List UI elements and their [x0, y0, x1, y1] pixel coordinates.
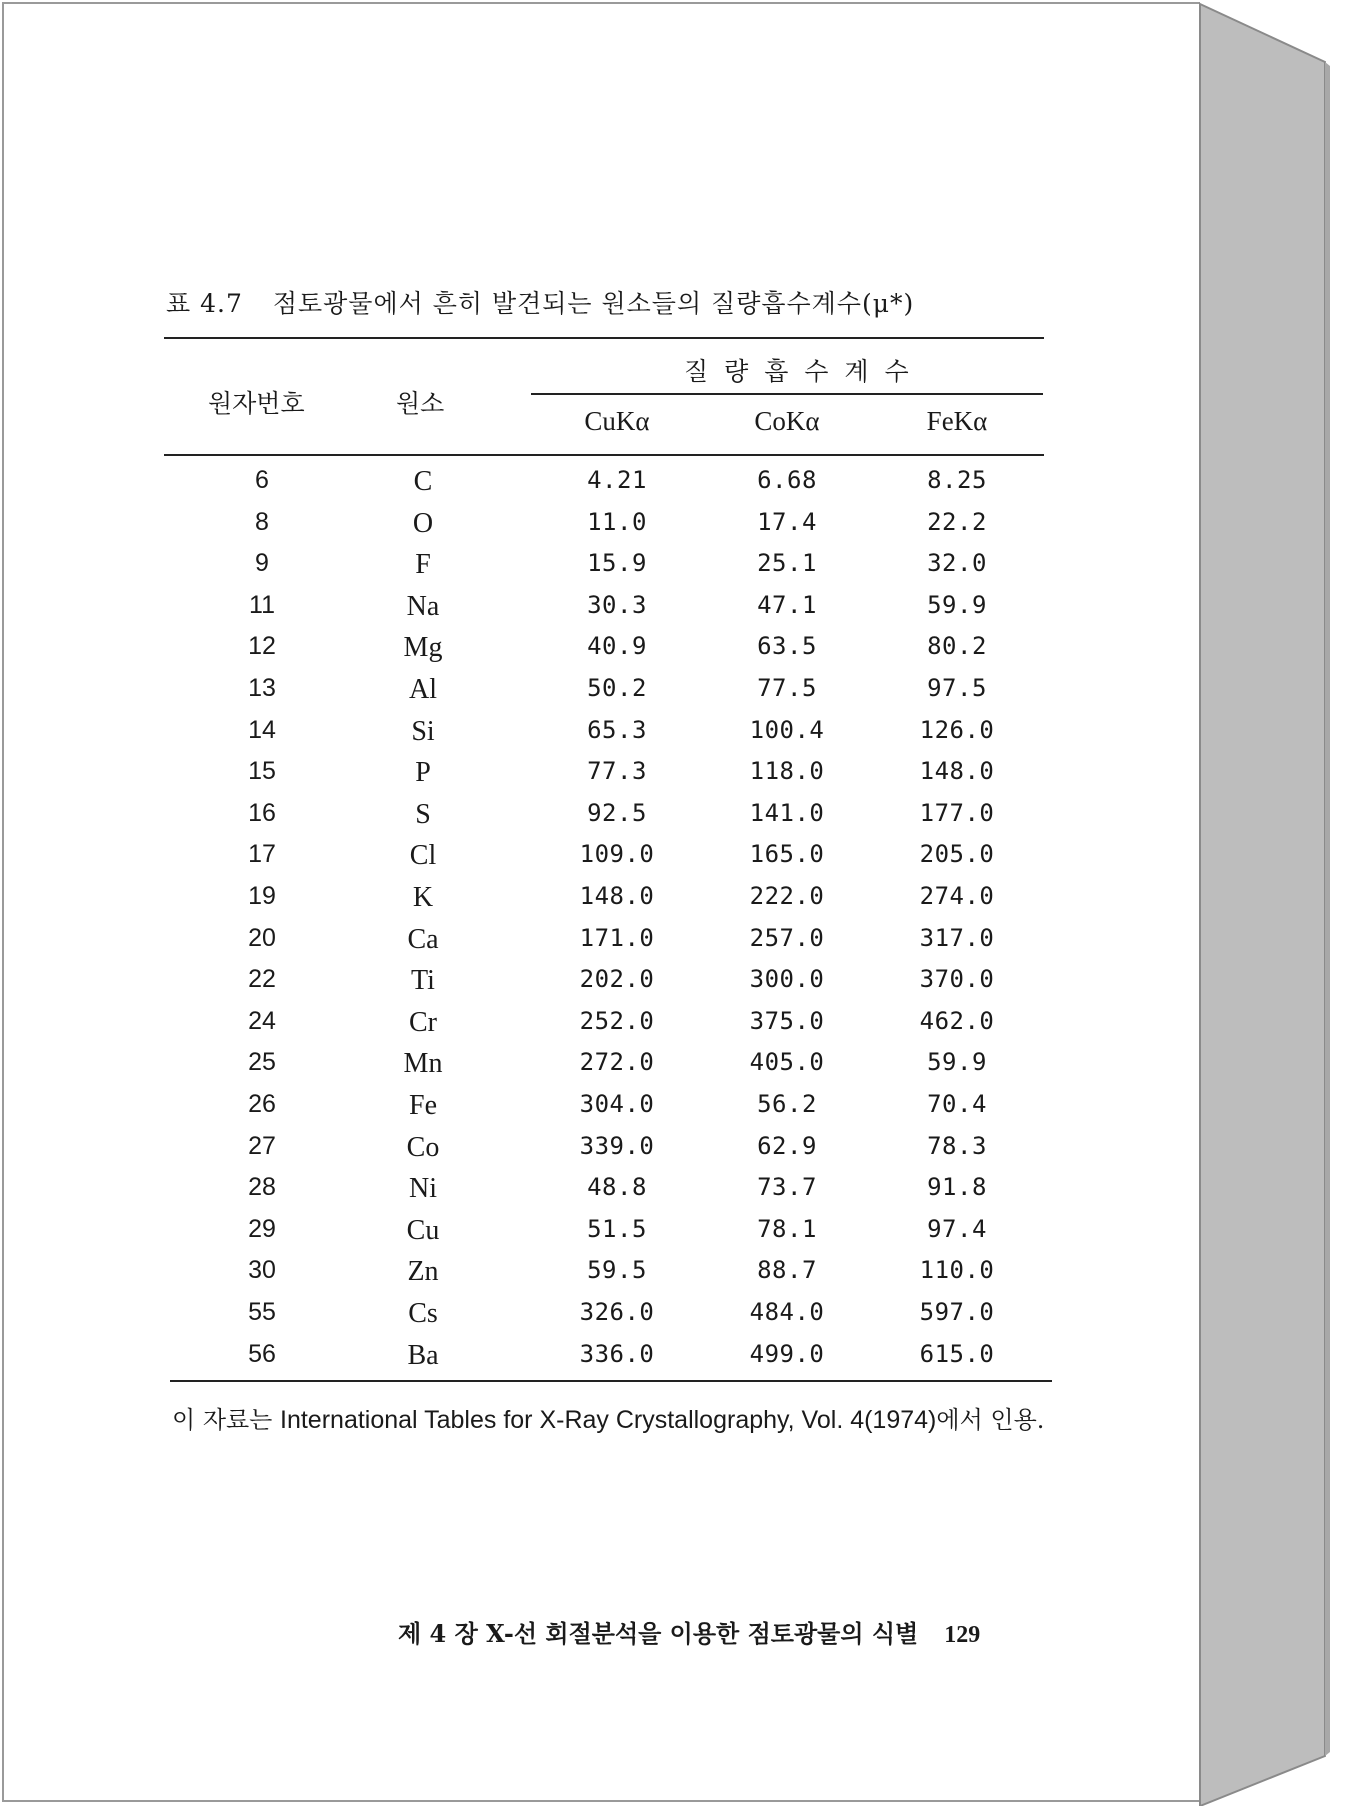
cuka-cell: 11.0 [587, 507, 647, 536]
feka-cell: 615.0 [919, 1339, 995, 1368]
header-feka: FeKα [926, 406, 988, 436]
header-mass-absorption: 질 량 흡 수 계 수 [684, 357, 913, 386]
header-bottom-rule [164, 454, 1044, 456]
cuka-cell: 50.2 [587, 674, 647, 702]
coka-cell: 165.0 [749, 840, 825, 869]
cuka-cell: 304.0 [579, 1090, 655, 1118]
table-row [0, 466, 1200, 508]
header-coka: CoKα [754, 406, 820, 436]
header-cuka: CuKα [584, 406, 650, 436]
element-cell: Co [406, 1131, 440, 1163]
table-row [0, 1132, 1200, 1174]
element-cell: C [413, 466, 433, 497]
feka-cell: 110.0 [919, 1256, 995, 1285]
table-row [0, 1340, 1200, 1382]
page-number: 129 [944, 1622, 981, 1648]
table-row [0, 840, 1200, 882]
feka-cell: 22.2 [927, 507, 987, 536]
atomic-number-cell: 8 [255, 507, 269, 536]
cuka-cell: 30.3 [587, 590, 647, 619]
table-label: 표 4.7 [166, 289, 243, 318]
atomic-number-cell: 26 [248, 1090, 276, 1118]
element-cell: Ca [407, 923, 439, 955]
feka-cell: 8.25 [927, 466, 987, 494]
element-cell: O [412, 507, 434, 539]
atomic-number-cell: 19 [248, 882, 276, 910]
table-title: 점토광물에서 흔히 발견되는 원소들의 질량흡수계수 [272, 289, 862, 318]
coka-cell: 17.4 [757, 507, 817, 536]
coka-cell: 25.1 [757, 549, 817, 578]
table-row [0, 924, 1200, 966]
element-cell: P [415, 757, 431, 789]
element-cell: Cr [409, 1006, 437, 1038]
coka-cell: 222.0 [749, 882, 825, 910]
coka-cell: 73.7 [757, 1173, 817, 1202]
coka-cell: 499.0 [749, 1339, 825, 1368]
element-cell: Mg [403, 632, 443, 664]
element-cell: Ti [411, 965, 435, 997]
feka-cell: 370.0 [919, 965, 995, 994]
coka-cell: 100.4 [749, 715, 825, 744]
cuka-cell: 202.0 [579, 965, 655, 994]
atomic-number-cell: 14 [248, 715, 276, 744]
cuka-cell: 272.0 [579, 1048, 655, 1077]
coka-cell: 77.5 [757, 674, 817, 702]
table-row [0, 716, 1200, 758]
atomic-number-cell: 27 [248, 1131, 276, 1160]
coka-cell: 257.0 [749, 923, 825, 952]
cuka-cell: 48.8 [587, 1173, 647, 1202]
atomic-number-cell: 29 [248, 1214, 276, 1243]
header-element: 원소 [396, 389, 445, 418]
element-cell: Al [409, 674, 437, 705]
cuka-cell: 336.0 [579, 1339, 655, 1368]
atomic-number-cell: 20 [248, 923, 276, 952]
table-row [0, 965, 1200, 1007]
chapter-title: 제 4 장 X-선 회절분석을 이용한 점토광물의 식별 [398, 1619, 919, 1648]
feka-cell: 97.4 [927, 1214, 987, 1243]
coka-cell: 118.0 [749, 757, 825, 786]
atomic-number-cell: 11 [249, 590, 275, 619]
cuka-cell: 40.9 [587, 632, 647, 661]
coka-cell: 405.0 [749, 1048, 825, 1077]
cuka-cell: 77.3 [587, 757, 647, 786]
cuka-cell: 252.0 [579, 1006, 655, 1035]
cuka-cell: 92.5 [587, 798, 647, 827]
atomic-number-cell: 55 [248, 1298, 276, 1326]
feka-cell: 205.0 [919, 840, 995, 869]
table-row [0, 549, 1200, 591]
cuka-cell: 326.0 [579, 1298, 655, 1326]
cuka-cell: 148.0 [579, 882, 655, 910]
atomic-number-cell: 25 [248, 1048, 276, 1077]
table-row [0, 1173, 1200, 1215]
element-cell: Mn [403, 1048, 443, 1080]
table-top-rule [164, 337, 1044, 339]
feka-cell: 91.8 [927, 1173, 987, 1202]
coka-cell: 62.9 [757, 1131, 817, 1160]
element-cell: Fe [409, 1090, 437, 1121]
table-row [0, 1215, 1200, 1257]
element-cell: Zn [407, 1256, 439, 1288]
cuka-cell: 51.5 [587, 1214, 647, 1243]
feka-cell: 59.9 [927, 590, 987, 619]
atomic-number-cell: 17 [248, 840, 276, 869]
feka-cell: 78.3 [927, 1131, 987, 1160]
atomic-number-cell: 28 [248, 1173, 276, 1202]
atomic-number-cell: 6 [255, 466, 269, 494]
coka-cell: 6.68 [757, 466, 817, 494]
cuka-cell: 15.9 [587, 549, 647, 578]
feka-cell: 148.0 [919, 757, 995, 786]
cuka-cell: 339.0 [579, 1131, 655, 1160]
table-symbol: (μ*) [861, 289, 915, 318]
table-row [0, 591, 1200, 633]
feka-cell: 80.2 [927, 632, 987, 661]
coka-cell: 56.2 [757, 1090, 817, 1118]
cuka-cell: 171.0 [579, 923, 655, 952]
table-row [0, 1256, 1200, 1298]
coka-cell: 484.0 [749, 1298, 825, 1326]
element-cell: Cu [406, 1214, 440, 1246]
table-row [0, 1090, 1200, 1132]
table-row [0, 799, 1200, 841]
atomic-number-cell: 12 [248, 632, 276, 661]
note-prefix: 이 자료는 [172, 1406, 273, 1434]
cuka-cell: 109.0 [579, 840, 655, 869]
header-atomic-number: 원자번호 [208, 389, 305, 418]
feka-cell: 97.5 [927, 674, 987, 702]
page-footer [398, 1614, 980, 1649]
feka-cell: 597.0 [919, 1298, 995, 1326]
element-cell: Na [406, 590, 440, 622]
table-row [0, 757, 1200, 799]
atomic-number-cell: 56 [248, 1339, 276, 1368]
coka-cell: 78.1 [757, 1214, 817, 1243]
feka-cell: 70.4 [927, 1090, 987, 1118]
feka-cell: 59.9 [927, 1048, 987, 1077]
source-note [172, 1398, 1052, 1442]
element-cell: Cl [409, 840, 437, 872]
note-source: International Tables for X-Ray Crystallography, Vol. 4(1974) [280, 1406, 937, 1434]
element-cell: K [412, 882, 434, 913]
feka-cell: 274.0 [919, 882, 995, 910]
atomic-number-cell: 24 [248, 1006, 276, 1035]
table-row [0, 1007, 1200, 1049]
feka-cell: 126.0 [919, 715, 995, 744]
feka-cell: 317.0 [919, 923, 995, 952]
table-row [0, 508, 1200, 550]
atomic-number-cell: 9 [255, 549, 269, 578]
note-suffix: 에서 인용. [936, 1406, 1045, 1434]
table-row [0, 1298, 1200, 1340]
coka-cell: 141.0 [749, 798, 825, 827]
feka-cell: 462.0 [919, 1006, 995, 1035]
coka-cell: 300.0 [749, 965, 825, 994]
feka-cell: 32.0 [927, 549, 987, 578]
coka-cell: 47.1 [757, 590, 817, 619]
atomic-number-cell: 22 [248, 965, 276, 994]
cuka-cell: 4.21 [587, 466, 647, 494]
coka-cell: 63.5 [757, 632, 817, 661]
atomic-number-cell: 16 [248, 798, 276, 827]
table-row [0, 882, 1200, 924]
table-row [0, 632, 1200, 674]
table-row [0, 674, 1200, 716]
coka-cell: 375.0 [749, 1006, 825, 1035]
cuka-cell: 59.5 [587, 1256, 647, 1285]
atomic-number-cell: 30 [248, 1256, 276, 1285]
element-cell: Ni [409, 1173, 437, 1205]
element-cell: F [415, 549, 431, 581]
table-bottom-rule [170, 1380, 1052, 1382]
element-cell: Ba [407, 1339, 439, 1371]
element-cell: S [415, 798, 431, 830]
table-caption [166, 284, 914, 320]
atomic-number-cell: 13 [248, 674, 276, 702]
atomic-number-cell: 15 [248, 757, 276, 786]
feka-cell: 177.0 [919, 798, 995, 827]
coka-cell: 88.7 [757, 1256, 817, 1285]
element-cell: Cs [408, 1298, 438, 1329]
header-group-rule [531, 393, 1043, 395]
table-row [0, 1048, 1200, 1090]
element-cell: Si [411, 715, 435, 747]
cuka-cell: 65.3 [587, 715, 647, 744]
